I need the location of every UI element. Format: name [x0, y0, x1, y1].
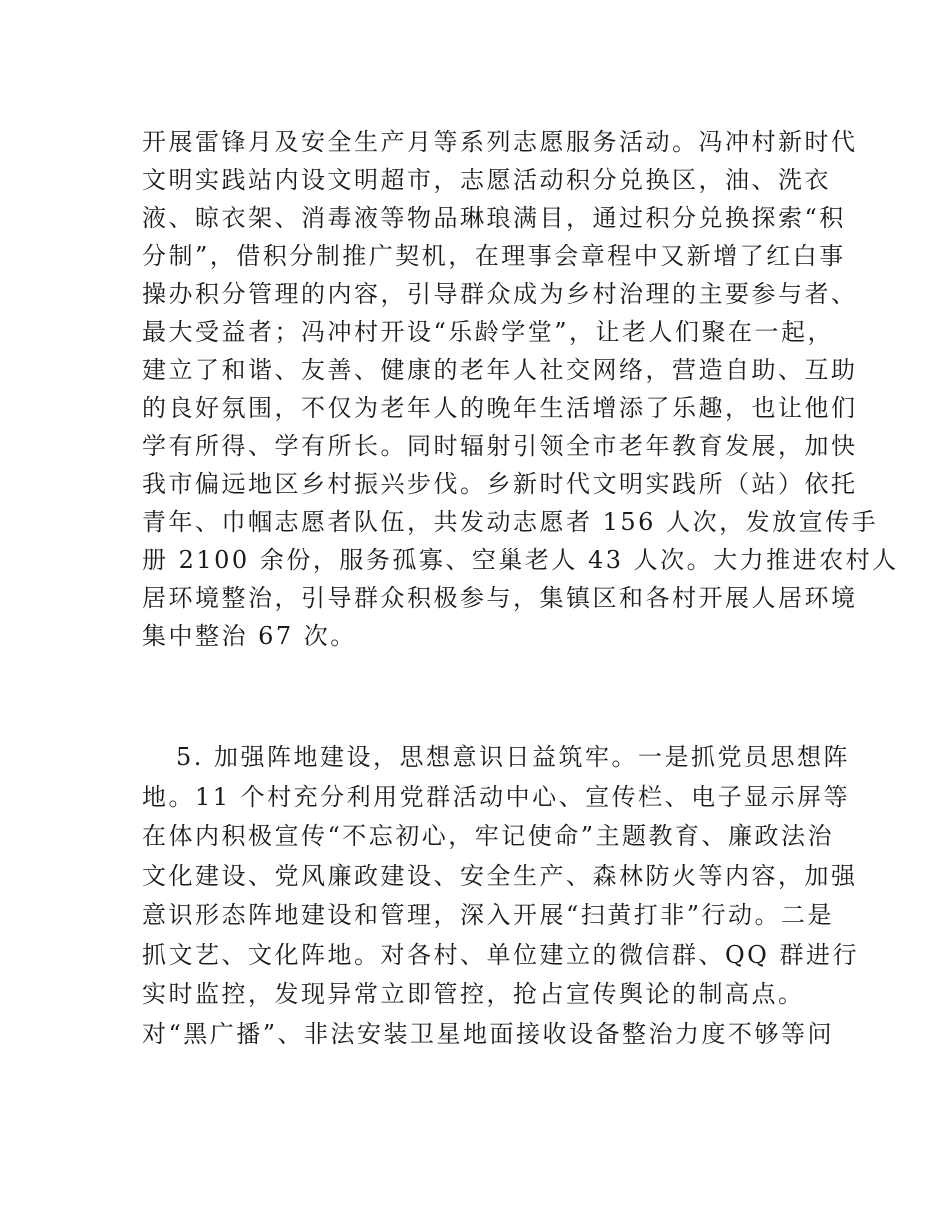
paragraph-position-building: [142, 738, 859, 1054]
text-line: 我市偏远地区乡村振兴步伐。乡新时代文明实践所（站）依托: [142, 470, 858, 498]
text-line: 的良好氛围，不仅为老年人的晚年生活增添了乐趣，也让他们: [142, 394, 858, 422]
text-line: 液、晾衣架、消毒液等物品琳琅满目，通过积分兑换探索“积: [142, 204, 846, 232]
text-line-indented: 5. 加强阵地建设，思想意识日益筑牢。一是抓党员思想阵: [176, 743, 851, 771]
text-line: 最大受益者；冯冲村开设“乐龄学堂”，让老人们聚在一起，: [142, 318, 835, 346]
text-line: 分制”，借积分制推广契机，在理事会章程中又新增了红白事: [142, 242, 846, 270]
text-line: 学有所得、学有所长。同时辐射引领全市老年教育发展，加快: [142, 432, 858, 460]
text-line: 对“黑广播”、非法安装卫星地面接收设备整治力度不够等问: [142, 1019, 835, 1048]
text-line: 建立了和谐、友善、健康的老年人社交网络，营造自助、互助: [142, 356, 858, 384]
text-line: 集中整治 67 次。: [142, 622, 357, 650]
text-line: 文明实践站内设文明超市，志愿活动积分兑换区，油、洗衣: [142, 166, 831, 194]
text-line: 册 2100 余份，服务孤寡、空巢老人 43 人次。大力推进农村人: [142, 546, 899, 574]
paragraph-volunteer-services: [142, 123, 899, 655]
text-line: 实时监控，发现异常立即管控，抢占宣传舆论的制高点。: [142, 980, 805, 1008]
text-line: 抓文艺、文化阵地。对各村、单位建立的微信群、QQ 群进行: [142, 940, 859, 969]
text-line: 青年、巾帼志愿者队伍，共发动志愿者 156 人次，发放宣传手: [142, 508, 879, 536]
text-line: 操办积分管理的内容，引导群众成为乡村治理的主要参与者、: [142, 280, 858, 308]
text-line: 意识形态阵地建设和管理，深入开展“扫黄打非”行动。二是: [142, 901, 835, 929]
text-line: 居环境整治，引导群众积极参与，集镇区和各村开展人居环境: [142, 584, 858, 612]
text-line: 文化建设、党风廉政建设、安全生产、森林防火等内容，加强: [142, 861, 858, 890]
text-line: 在体内积极宣传“不忘初心，牢记使命”主题教育、廉政法治: [142, 822, 835, 850]
text-line: 地。11 个村充分利用党群活动中心、宣传栏、电子显示屏等: [142, 782, 851, 811]
text-line: 开展雷锋月及安全生产月等系列志愿服务活动。冯冲村新时代: [142, 128, 858, 156]
